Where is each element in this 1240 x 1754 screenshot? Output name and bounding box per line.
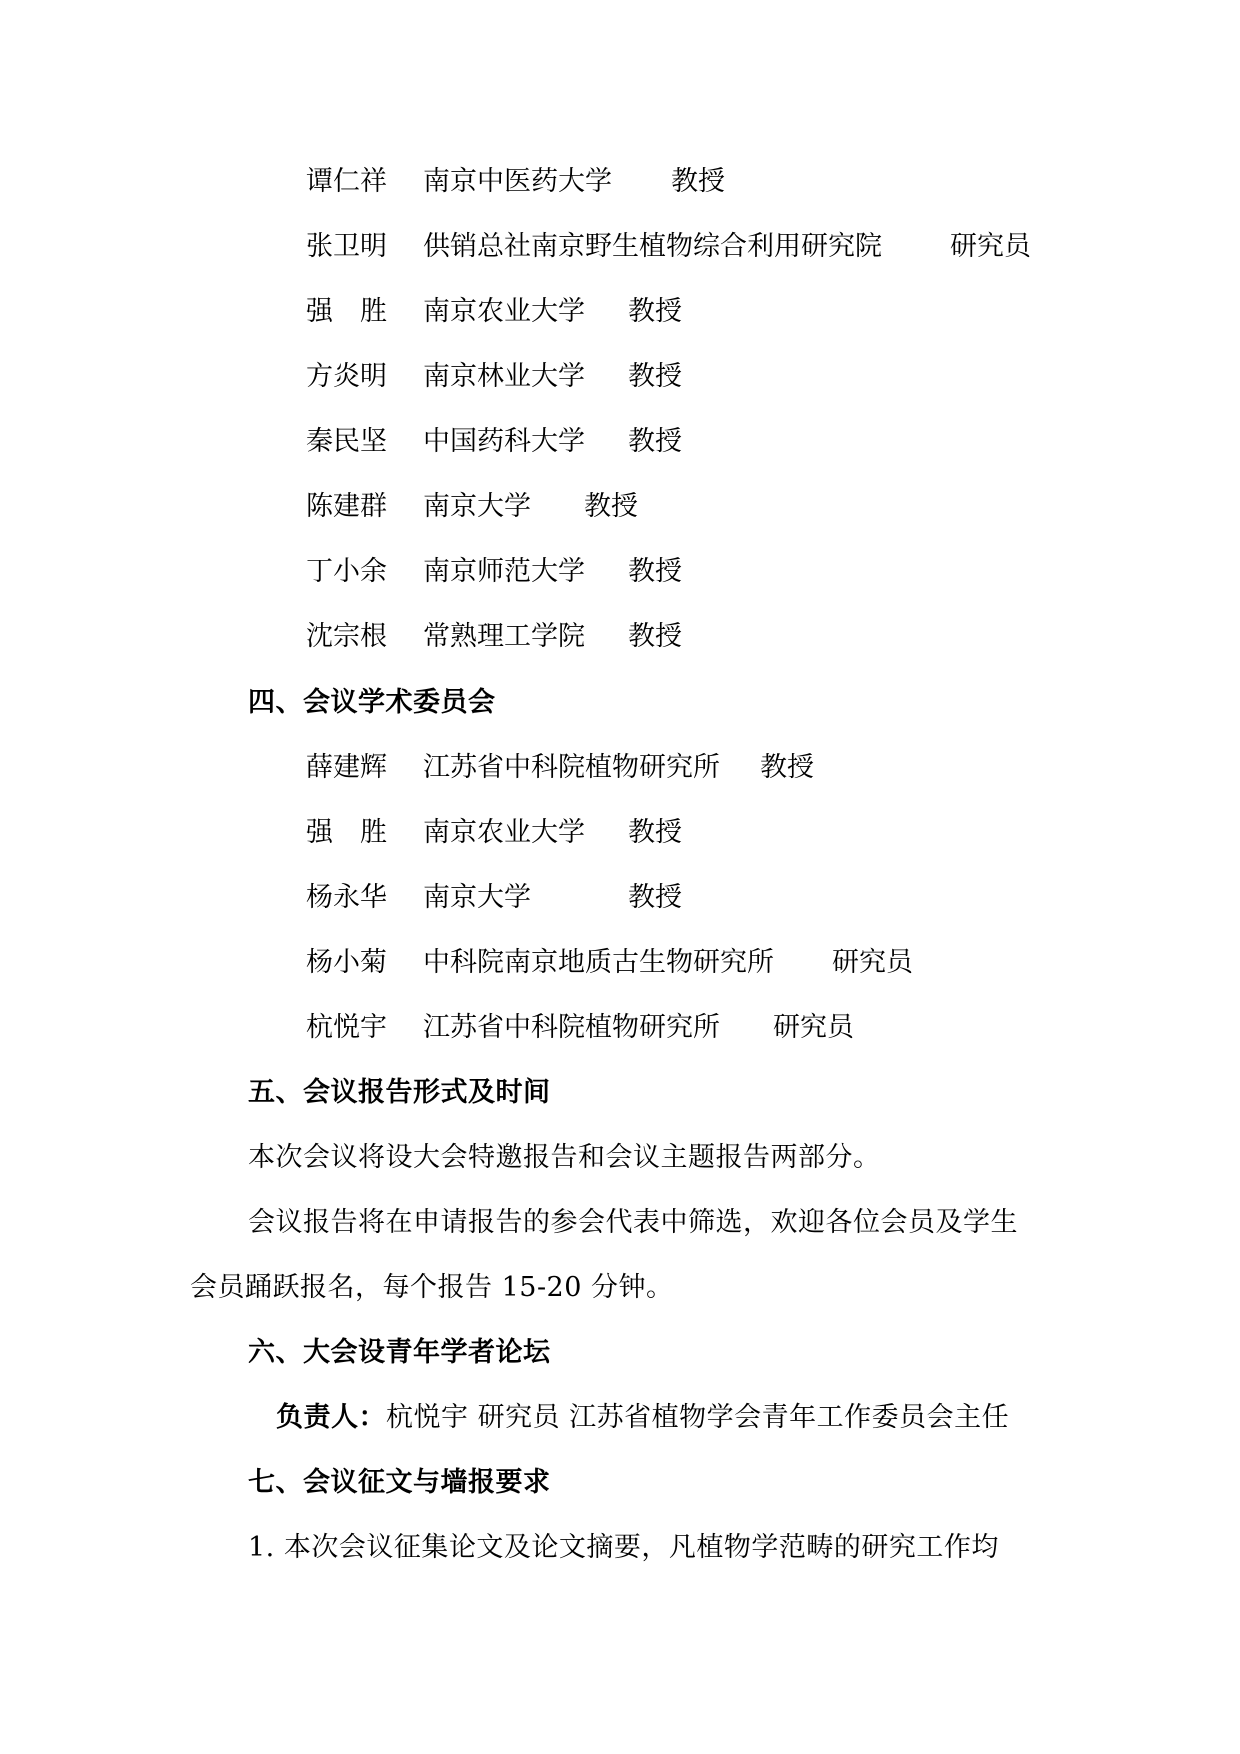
member-title: 研究员 [950,231,1031,262]
lead-text: 杭悦宇 研究员 江苏省植物学会青年工作委员会主任 [386,1402,1010,1433]
section5-paragraph-2-line-2: 会员踊跃报名，每个报告 15-20 分钟。 [190,1272,674,1303]
member-name: 张卫明 [306,231,387,262]
member-name: 强 胜 [306,817,387,848]
member-institution: 南京大学 [423,491,531,522]
member-institution: 常熟理工学院 [423,621,585,652]
member-institution: 中国药科大学 [423,426,585,457]
member-institution: 南京林业大学 [423,361,585,392]
member-institution: 江苏省中科院植物研究所 [423,752,720,783]
section5-paragraph-1: 本次会议将设大会特邀报告和会议主题报告两部分。 [248,1142,881,1173]
member-name: 丁小余 [306,556,387,587]
member-title: 教授 [628,361,682,392]
member-title: 研究员 [832,947,913,978]
member-name: 杨小菊 [306,947,387,978]
member-name: 方炎明 [306,361,387,392]
member-institution: 供销总社南京野生植物综合利用研究院 [423,231,882,262]
member-title: 研究员 [773,1012,854,1043]
member-institution: 南京中医药大学 [423,166,612,197]
section6-heading: 六、大会设青年学者论坛 [248,1337,551,1368]
member-institution: 江苏省中科院植物研究所 [423,1012,720,1043]
member-name: 沈宗根 [306,621,387,652]
member-title: 教授 [628,817,682,848]
section7-heading: 七、会议征文与墙报要求 [248,1467,551,1498]
section7-item-1: 1. 本次会议征集论文及论文摘要，凡植物学范畴的研究工作均 [248,1532,999,1563]
section6-lead-line [276,1401,1009,1435]
member-name: 杭悦宇 [306,1012,387,1043]
member-title: 教授 [628,426,682,457]
member-name: 谭仁祥 [306,166,387,197]
member-title: 教授 [760,752,814,783]
member-name: 秦民坚 [306,426,387,457]
section5-heading: 五、会议报告形式及时间 [248,1077,551,1108]
member-institution: 南京大学 [423,882,531,913]
member-title: 教授 [628,556,682,587]
member-title: 教授 [628,882,682,913]
member-institution: 中科院南京地质古生物研究所 [423,947,774,978]
member-title: 教授 [584,491,638,522]
member-institution: 南京农业大学 [423,296,585,327]
member-institution: 南京师范大学 [423,556,585,587]
section5-paragraph-2-line-1: 会议报告将在申请报告的参会代表中筛选，欢迎各位会员及学生 [248,1207,1018,1238]
member-title: 教授 [628,621,682,652]
lead-label: 负责人： [276,1402,386,1433]
member-name: 杨永华 [306,882,387,913]
member-name: 薛建辉 [306,752,387,783]
member-title: 教授 [671,166,725,197]
member-name: 陈建群 [306,491,387,522]
section4-heading: 四、会议学术委员会 [248,687,496,718]
member-institution: 南京农业大学 [423,817,585,848]
member-name: 强 胜 [306,296,387,327]
member-title: 教授 [628,296,682,327]
